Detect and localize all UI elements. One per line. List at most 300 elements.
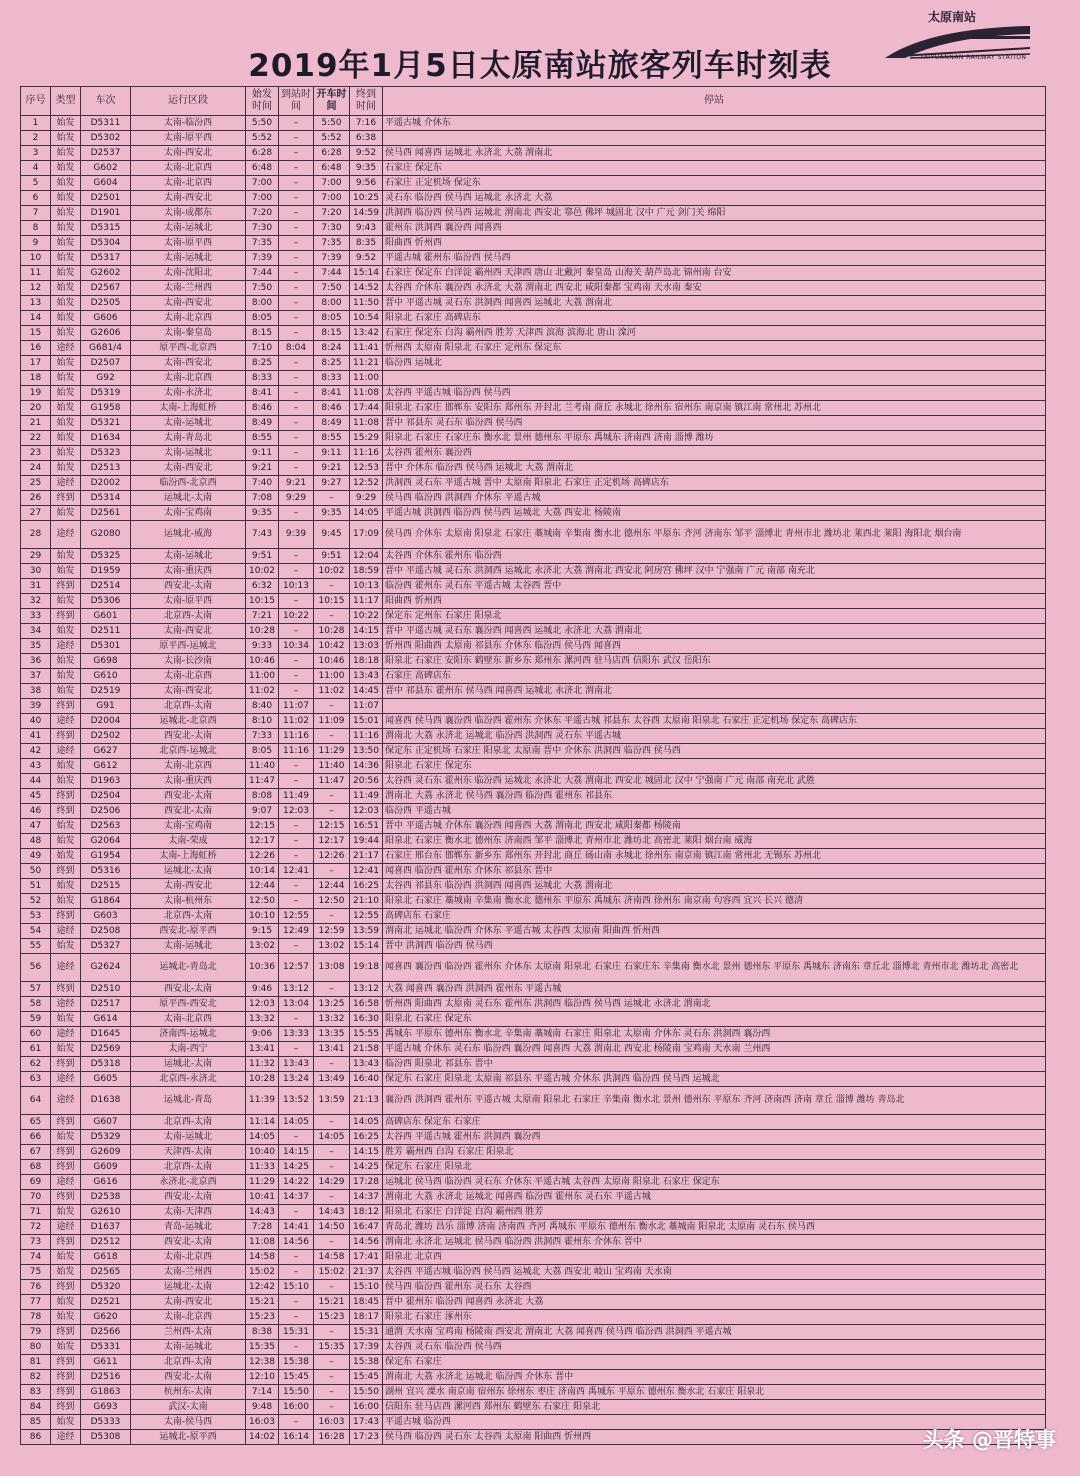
cell-arr: –	[279, 894, 314, 909]
cell-seq: 32	[21, 594, 51, 609]
cell-stops: 太谷西 平遥古城 临汾西 侯马西 运城北 大荔 西安北 岐山 宝鸡南 天水南	[383, 1265, 1046, 1280]
cell-route: 太南-宝鸡南	[131, 506, 246, 521]
cell-seq: 85	[21, 1415, 51, 1430]
cell-stops: 晋中 祁县东 霍州东 侯马西 闻喜西 运城北 永济北 渭南北	[383, 684, 1046, 699]
cell-type: 途经	[51, 744, 81, 759]
cell-train: D5321	[81, 416, 131, 431]
cell-route: 运城北-太南	[131, 864, 246, 879]
cell-arr: –	[279, 371, 314, 386]
cell-seq: 82	[21, 1370, 51, 1385]
cell-origin-dep: 11:39	[246, 1087, 279, 1115]
cell-seq: 20	[21, 401, 51, 416]
cell-route: 太南-荣成	[131, 834, 246, 849]
cell-route: 太南-运城北	[131, 549, 246, 564]
cell-train: G611	[81, 1355, 131, 1370]
cell-train: D5331	[81, 1340, 131, 1355]
cell-term-arr: 11:08	[350, 386, 383, 401]
cell-arr: 11:07	[279, 699, 314, 714]
cell-seq: 68	[21, 1160, 51, 1175]
cell-train: D2501	[81, 191, 131, 206]
cell-route: 临汾西-北京西	[131, 476, 246, 491]
cell-arr: –	[279, 819, 314, 834]
cell-seq: 69	[21, 1175, 51, 1190]
cell-train: D2510	[81, 982, 131, 997]
cell-arr: –	[279, 206, 314, 221]
cell-type: 途经	[51, 997, 81, 1012]
table-row	[21, 431, 1046, 446]
cell-type: 始发	[51, 146, 81, 161]
table-row	[21, 564, 1046, 579]
cell-type: 始发	[51, 759, 81, 774]
cell-stops: 阳泉北 石家庄 石家庄东 衡水北 景州 德州东 平原东 禹城东 济南西 济南 淄博 潍坊	[383, 431, 1046, 446]
cell-seq: 5	[21, 176, 51, 191]
cell-type: 始发	[51, 311, 81, 326]
cell-dep: 10:46	[314, 654, 350, 669]
cell-dep: 15:35	[314, 1340, 350, 1355]
cell-term-arr: 10:22	[350, 609, 383, 624]
cell-dep: –	[314, 1057, 350, 1072]
cell-origin-dep: 6:32	[246, 579, 279, 594]
cell-train: G1958	[81, 401, 131, 416]
cell-type: 始发	[51, 654, 81, 669]
cell-origin-dep: 8:46	[246, 401, 279, 416]
cell-train: G681/4	[81, 341, 131, 356]
table-row	[21, 1057, 1046, 1072]
cell-dep: –	[314, 1190, 350, 1205]
cell-seq: 19	[21, 386, 51, 401]
cell-dep: 9:11	[314, 446, 350, 461]
cell-train: D2565	[81, 1265, 131, 1280]
table-row	[21, 1385, 1046, 1400]
cell-train: G2602	[81, 266, 131, 281]
cell-train: D2567	[81, 281, 131, 296]
cell-arr: 13:24	[279, 1072, 314, 1087]
cell-origin-dep: 12:38	[246, 1355, 279, 1370]
table-row	[21, 251, 1046, 266]
cell-arr: –	[279, 251, 314, 266]
logo-name: 太原南站	[928, 10, 977, 24]
cell-train: D2569	[81, 1042, 131, 1057]
cell-origin-dep: 7:28	[246, 1220, 279, 1235]
cell-arr: –	[279, 506, 314, 521]
cell-stops: 晋中 祁县东 灵石东 临汾西 侯马西	[383, 416, 1046, 431]
cell-origin-dep: 12:26	[246, 849, 279, 864]
cell-stops: 平遥古城 介休东 灵石东 临汾西 襄汾西 闻喜西 大荔 渭南北 西安北 杨陵南 宝鸡南 天水南 兰州西	[383, 1042, 1046, 1057]
cell-term-arr: 17:39	[350, 1340, 383, 1355]
cell-route: 太南-北京西	[131, 1310, 246, 1325]
cell-arr: –	[279, 759, 314, 774]
cell-seq: 52	[21, 894, 51, 909]
cell-term-arr: 13:42	[350, 326, 383, 341]
cell-train: D2566	[81, 1325, 131, 1340]
cell-train: D2538	[81, 1190, 131, 1205]
cell-origin-dep: 9:15	[246, 924, 279, 939]
cell-arr: –	[279, 146, 314, 161]
cell-origin-dep: 15:23	[246, 1310, 279, 1325]
cell-dep: 11:02	[314, 684, 350, 699]
cell-origin-dep: 8:00	[246, 296, 279, 311]
cell-dep: 7:00	[314, 176, 350, 191]
cell-train: G2064	[81, 834, 131, 849]
table-row	[21, 1325, 1046, 1340]
cell-type: 始发	[51, 1130, 81, 1145]
table-row	[21, 371, 1046, 386]
cell-stops: 襄汾西 洪洞西 霍州东 平遥古城 太原南 阳泉北 石家庄 辛集南 衡水北 景州 德州东 平原东 齐河 济南西 济南 章丘 淄博 潍坊 青岛北	[383, 1087, 1046, 1115]
cell-stops: 平遥古城 洪洞西 临汾西 侯马西 运城北 大荔 西安北 杨陵南	[383, 506, 1046, 521]
cell-origin-dep: 8:05	[246, 744, 279, 759]
col-type: 类型	[51, 87, 81, 116]
cell-stops: 湖州 宜兴 溧水 南京南 宿州东 徐州东 枣庄 济南西 禹城东 平原东 德州东 衡水北 石家庄 阳泉北	[383, 1385, 1046, 1400]
cell-arr: –	[279, 849, 314, 864]
cell-stops: 忻州西 太原南 阳泉北 石家庄 定州东 保定东	[383, 341, 1046, 356]
cell-route: 太南-原平西	[131, 236, 246, 251]
cell-origin-dep: 8:49	[246, 416, 279, 431]
cell-arr: 14:25	[279, 1160, 314, 1175]
cell-train: G618	[81, 1250, 131, 1265]
cell-type: 始发	[51, 1415, 81, 1430]
cell-dep: –	[314, 609, 350, 624]
cell-origin-dep: 7:50	[246, 281, 279, 296]
table-row	[21, 909, 1046, 924]
cell-stops: 临汾西 平遥古城	[383, 804, 1046, 819]
cell-term-arr: 15:31	[350, 1325, 383, 1340]
cell-origin-dep: 10:28	[246, 1072, 279, 1087]
cell-seq: 74	[21, 1250, 51, 1265]
table-row	[21, 1220, 1046, 1235]
table-row	[21, 997, 1046, 1012]
cell-dep: 10:02	[314, 564, 350, 579]
table-row	[21, 954, 1046, 982]
cell-dep: –	[314, 1370, 350, 1385]
cell-type: 始发	[51, 1042, 81, 1057]
cell-arr: –	[279, 669, 314, 684]
cell-seq: 8	[21, 221, 51, 236]
cell-seq: 75	[21, 1265, 51, 1280]
cell-term-arr: 9:35	[350, 161, 383, 176]
table-row	[21, 1430, 1046, 1445]
cell-route: 太南-西安北	[131, 684, 246, 699]
cell-dep: 15:23	[314, 1310, 350, 1325]
col-arr: 到站时间	[279, 87, 314, 116]
cell-term-arr: 13:43	[350, 1057, 383, 1072]
cell-origin-dep: 15:21	[246, 1295, 279, 1310]
table-row	[21, 281, 1046, 296]
table-row	[21, 311, 1046, 326]
cell-type: 始发	[51, 266, 81, 281]
cell-dep: 8:15	[314, 326, 350, 341]
cell-seq: 16	[21, 341, 51, 356]
cell-arr: –	[279, 401, 314, 416]
station-logo	[880, 8, 1050, 68]
cell-origin-dep: 9:21	[246, 461, 279, 476]
cell-seq: 7	[21, 206, 51, 221]
cell-origin-dep: 11:14	[246, 1115, 279, 1130]
cell-route: 西安北-太南	[131, 1235, 246, 1250]
cell-route: 太南-天津西	[131, 1205, 246, 1220]
table-row	[21, 819, 1046, 834]
cell-type: 终到	[51, 864, 81, 879]
cell-term-arr: 14:15	[350, 624, 383, 639]
cell-train: D1634	[81, 431, 131, 446]
cell-stops: 渭南北 大荔 永济北 侯马西 襄汾西 临汾西 霍州东 祁县东	[383, 789, 1046, 804]
cell-stops: 阳泉北 石家庄 藁城南 辛集南 衡水北 德州东 平原东 禹城东 济南西 徐州东 南京南 句容西 宜兴 长兴 德清	[383, 894, 1046, 909]
cell-origin-dep: 10:28	[246, 624, 279, 639]
cell-arr: –	[279, 461, 314, 476]
cell-seq: 51	[21, 879, 51, 894]
cell-origin-dep: 11:33	[246, 1160, 279, 1175]
table-row	[21, 146, 1046, 161]
cell-arr: 12:41	[279, 864, 314, 879]
cell-origin-dep: 9:06	[246, 1027, 279, 1042]
cell-term-arr: 19:18	[350, 954, 383, 982]
cell-seq: 70	[21, 1190, 51, 1205]
cell-train: G602	[81, 161, 131, 176]
cell-type: 始发	[51, 879, 81, 894]
cell-origin-dep: 10:10	[246, 909, 279, 924]
cell-dep: 7:35	[314, 236, 350, 251]
cell-stops: 信阳东 驻马店西 漯河西 郑州东 鹤壁东 石家庄 阳泉北	[383, 1400, 1046, 1415]
cell-seq: 24	[21, 461, 51, 476]
cell-seq: 28	[21, 521, 51, 549]
cell-term-arr: 21:17	[350, 849, 383, 864]
cell-route: 北京西-太南	[131, 1160, 246, 1175]
cell-seq: 43	[21, 759, 51, 774]
table-row	[21, 476, 1046, 491]
cell-arr: 13:52	[279, 1087, 314, 1115]
cell-train: G604	[81, 176, 131, 191]
cell-seq: 77	[21, 1295, 51, 1310]
table-row	[21, 609, 1046, 624]
cell-type: 始发	[51, 206, 81, 221]
cell-term-arr: 6:38	[350, 131, 383, 146]
cell-train: D5319	[81, 386, 131, 401]
cell-route: 运城北-太南	[131, 491, 246, 506]
table-row	[21, 1250, 1046, 1265]
cell-dep: 12:15	[314, 819, 350, 834]
cell-origin-dep: 7:21	[246, 609, 279, 624]
logo-subtitle: TAIYUANNAN RAILWAY STATION	[920, 54, 1027, 61]
cell-type: 始发	[51, 386, 81, 401]
cell-arr: 9:39	[279, 521, 314, 549]
table-row	[21, 699, 1046, 714]
cell-dep: 8:25	[314, 356, 350, 371]
cell-dep: –	[314, 1385, 350, 1400]
cell-train: D5317	[81, 251, 131, 266]
cell-dep: 5:52	[314, 131, 350, 146]
cell-type: 途经	[51, 1175, 81, 1190]
cell-route: 太南-上海虹桥	[131, 849, 246, 864]
cell-stops: 太谷西 平遥古城 霍州东 洪洞西 襄汾西	[383, 1130, 1046, 1145]
cell-term-arr: 11:07	[350, 699, 383, 714]
cell-route: 太南-西安北	[131, 879, 246, 894]
cell-route: 太南-宝鸡南	[131, 819, 246, 834]
cell-train: D5325	[81, 549, 131, 564]
cell-dep: 15:21	[314, 1295, 350, 1310]
cell-type: 始发	[51, 564, 81, 579]
cell-dep: –	[314, 1325, 350, 1340]
cell-term-arr: 15:14	[350, 939, 383, 954]
cell-stops: 侯马西 临汾西 霍州东 灵石东 太谷西	[383, 1280, 1046, 1295]
cell-term-arr: 16:30	[350, 1012, 383, 1027]
cell-arr: 10:22	[279, 609, 314, 624]
table-row	[21, 1087, 1046, 1115]
cell-stops: 太谷西 平遥古城 临汾西 侯马西	[383, 386, 1046, 401]
cell-type: 终到	[51, 1325, 81, 1340]
cell-route: 太南-运城北	[131, 251, 246, 266]
cell-route: 太南-成都东	[131, 206, 246, 221]
cell-term-arr: 13:43	[350, 669, 383, 684]
cell-stops: 侯马西 介休东 太原南 阳泉北 石家庄 藁城南 辛集南 衡水北 德州东 平原东 齐河 济南东 邹平 淄博北 青州市北 潍坊北 莱西北 莱阳 海阳北 烟台南	[383, 521, 1046, 549]
cell-type: 终到	[51, 1145, 81, 1160]
table-row	[21, 1415, 1046, 1430]
cell-stops: 晋中 平遥古城 介休东 襄汾西 闻喜西 大荔 渭南北 西安北 咸阳秦都 杨陵南	[383, 819, 1046, 834]
cell-term-arr: 12:03	[350, 804, 383, 819]
cell-type: 始发	[51, 894, 81, 909]
cell-seq: 29	[21, 549, 51, 564]
table-row	[21, 446, 1046, 461]
cell-stops: 渭南北 大荔 永济北 运城北 闻喜西 临汾西 霍州东 灵石东 平遥古城	[383, 1190, 1046, 1205]
cell-route: 太南-运城北	[131, 939, 246, 954]
cell-stops: 洪洞西 灵石东 平遥古城 晋中 太原南 阳泉北 石家庄 正定机场 高碑店东	[383, 476, 1046, 491]
table-row	[21, 176, 1046, 191]
cell-origin-dep: 7:35	[246, 236, 279, 251]
cell-train: D2512	[81, 1235, 131, 1250]
cell-dep: 14:58	[314, 1250, 350, 1265]
cell-dep: 7:50	[314, 281, 350, 296]
cell-dep: 11:29	[314, 744, 350, 759]
table-row	[21, 1175, 1046, 1190]
cell-type: 终到	[51, 804, 81, 819]
cell-stops: 晋中 霍州东 临汾西 闻喜西 永济北 大荔	[383, 1295, 1046, 1310]
cell-stops: 渭南北 大荔 永济北 运城北 临汾西 介休东 晋中	[383, 1370, 1046, 1385]
cell-origin-dep: 8:55	[246, 431, 279, 446]
cell-route: 太南-运城北	[131, 1340, 246, 1355]
cell-arr: –	[279, 311, 314, 326]
cell-term-arr: 10:25	[350, 191, 383, 206]
cell-dep: 11:00	[314, 669, 350, 684]
cell-arr: –	[279, 326, 314, 341]
cell-arr: 13:33	[279, 1027, 314, 1042]
cell-route: 运城北-北京西	[131, 714, 246, 729]
cell-route: 运城北-太南	[131, 1280, 246, 1295]
table-row	[21, 401, 1046, 416]
table-row	[21, 1145, 1046, 1160]
cell-term-arr: 14:25	[350, 1160, 383, 1175]
cell-stops: 石家庄 保定东	[383, 161, 1046, 176]
cell-seq: 39	[21, 699, 51, 714]
cell-type: 终到	[51, 1160, 81, 1175]
cell-term-arr: 15:55	[350, 1027, 383, 1042]
cell-stops: 太谷西 介休东 霍州东 临汾西	[383, 549, 1046, 564]
cell-type: 始发	[51, 431, 81, 446]
cell-arr: 13:04	[279, 997, 314, 1012]
cell-type: 始发	[51, 131, 81, 146]
table-row	[21, 386, 1046, 401]
cell-seq: 34	[21, 624, 51, 639]
cell-type: 始发	[51, 939, 81, 954]
cell-seq: 67	[21, 1145, 51, 1160]
cell-dep: 12:17	[314, 834, 350, 849]
cell-origin-dep: 11:29	[246, 1175, 279, 1190]
cell-route: 运城北-太南	[131, 1057, 246, 1072]
cell-dep: 13:41	[314, 1042, 350, 1057]
table-row	[21, 789, 1046, 804]
cell-arr: –	[279, 624, 314, 639]
cell-type: 始发	[51, 669, 81, 684]
cell-route: 太南-运城北	[131, 416, 246, 431]
cell-train: D1637	[81, 1220, 131, 1235]
cell-term-arr: 16:51	[350, 819, 383, 834]
cell-dep: –	[314, 804, 350, 819]
cell-term-arr: 12:04	[350, 549, 383, 564]
cell-stops: 阳泉北 石家庄 保定东	[383, 1012, 1046, 1027]
cell-stops: 阳泉北 石家庄 涿州东	[383, 1310, 1046, 1325]
cell-term-arr: 14:52	[350, 281, 383, 296]
cell-seq: 33	[21, 609, 51, 624]
cell-term-arr: 9:43	[350, 221, 383, 236]
cell-seq: 22	[21, 431, 51, 446]
cell-stops: 阳泉北 石家庄 邯郸东 安阳东 郑州东 开封北 兰考南 商丘 永城北 徐州东 宿州东 南京南 镇江南 常州北 苏州北	[383, 401, 1046, 416]
cell-dep: 9:45	[314, 521, 350, 549]
cell-type: 终到	[51, 1235, 81, 1250]
cell-train: D2561	[81, 506, 131, 521]
table-row	[21, 1280, 1046, 1295]
cell-origin-dep: 10:36	[246, 954, 279, 982]
table-row	[21, 521, 1046, 549]
col-stops: 停站	[383, 87, 1046, 116]
cell-route: 北京西-太南	[131, 1115, 246, 1130]
table-row	[21, 341, 1046, 356]
table-row	[21, 1205, 1046, 1220]
table-row	[21, 356, 1046, 371]
table-row	[21, 594, 1046, 609]
cell-type: 始发	[51, 834, 81, 849]
cell-train: D2515	[81, 879, 131, 894]
cell-term-arr: 16:00	[350, 1400, 383, 1415]
cell-origin-dep: 9:11	[246, 446, 279, 461]
table-row	[21, 579, 1046, 594]
cell-route: 青岛-运城北	[131, 1220, 246, 1235]
cell-origin-dep: 8:33	[246, 371, 279, 386]
cell-type: 终到	[51, 1385, 81, 1400]
cell-type: 始发	[51, 326, 81, 341]
cell-seq: 3	[21, 146, 51, 161]
cell-route: 太南-重庆西	[131, 564, 246, 579]
cell-arr: –	[279, 1130, 314, 1145]
cell-arr: 14:56	[279, 1235, 314, 1250]
cell-route: 原平西-运城北	[131, 639, 246, 654]
cell-dep: 9:51	[314, 549, 350, 564]
cell-arr: 12:55	[279, 909, 314, 924]
cell-seq: 12	[21, 281, 51, 296]
cell-dep: 7:39	[314, 251, 350, 266]
cell-origin-dep: 7:14	[246, 1385, 279, 1400]
cell-term-arr: 18:17	[350, 1310, 383, 1325]
cell-dep: 6:48	[314, 161, 350, 176]
cell-arr: 15:38	[279, 1355, 314, 1370]
cell-type: 始发	[51, 684, 81, 699]
cell-stops: 忻州西 阳曲西 太原南 祁县东 介休东 临汾西 侯马西 闻喜西	[383, 639, 1046, 654]
cell-stops: 保定东 石家庄 阳泉北 太原南 祁县东 平遥古城 介休东 洪洞西 临汾西 侯马西 运城北	[383, 1072, 1046, 1087]
table-row	[21, 266, 1046, 281]
cell-train: D2505	[81, 296, 131, 311]
cell-arr: 12:49	[279, 924, 314, 939]
header-row	[21, 87, 1046, 116]
cell-stops: 侯马西 临汾西 洪洞西 介休东 平遥古城	[383, 491, 1046, 506]
cell-stops	[383, 371, 1046, 386]
cell-stops	[383, 699, 1046, 714]
cell-type: 终到	[51, 909, 81, 924]
